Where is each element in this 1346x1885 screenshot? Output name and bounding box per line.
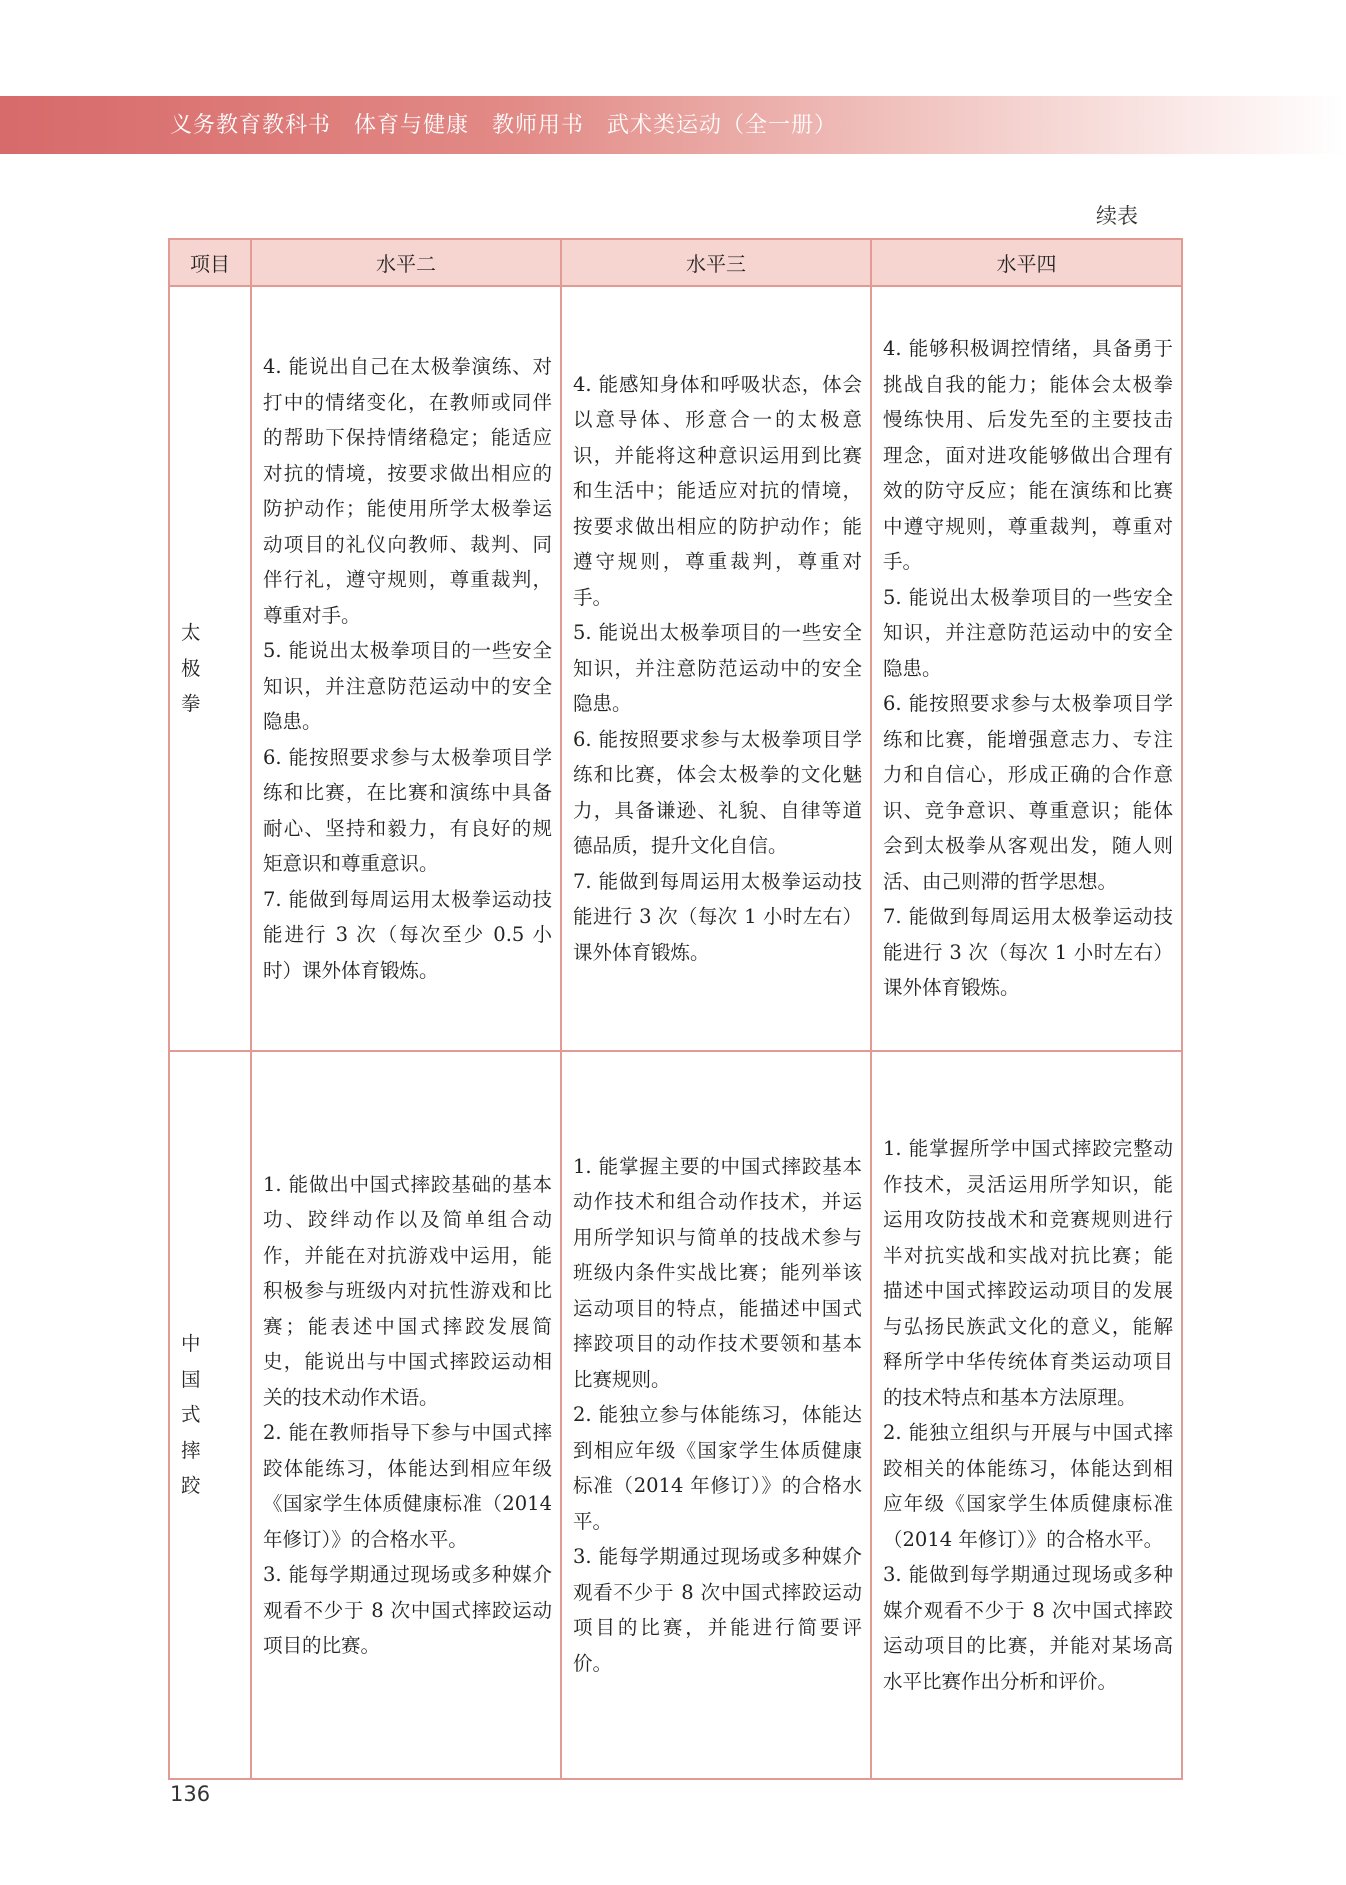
list-item: 3. 能每学期通过现场或多种媒介观看不少于 8 次中国式摔跤运动项目的比赛，并能进行简要评价。	[573, 1545, 862, 1675]
level4-cell	[871, 1051, 1182, 1779]
project-name: 中国式摔跤	[181, 1332, 201, 1498]
list-item: 6. 能按照要求参与太极拳项目学练和比赛，体会太极拳的文化魅力，具备谦逊、礼貌、自律等道德品质，提升文化自信。	[573, 727, 862, 858]
continued-label: 续表	[1096, 204, 1138, 228]
table-row	[169, 286, 1182, 1051]
level3-cell	[561, 1051, 871, 1779]
level4-cell	[871, 286, 1182, 1051]
list-item: 2. 能独立组织与开展与中国式摔跤相关的体能练习，体能达到相应年级《国家学生体质健康标准（2014 年修订）》的合格水平。	[883, 1421, 1173, 1551]
level3-cell	[561, 286, 871, 1051]
project-name: 太极拳	[181, 621, 201, 716]
table-row	[169, 1051, 1182, 1779]
project-cell	[169, 1051, 251, 1779]
list-item: 4. 能感知身体和呼吸状态，体会以意导体、形意合一的太极意识，并能将这种意识运用到比赛和生活中；能适应对抗的情境，按要求做出相应的防护动作；能遵守规则，尊重裁判，尊重对手。	[573, 372, 862, 609]
book-title: 义务教育教科书 体育与健康 教师用书 武术类运动（全一册）	[170, 113, 838, 138]
list-item: 4. 能说出自己在太极拳演练、对打中的情绪变化，在教师或同伴的帮助下保持情绪稳定；能适应对抗的情境，按要求做出相应的防护动作；能使用所学太极拳运动项目的礼仪向教师、裁判、同伴行礼，遵守规则，尊重裁判，尊重对手。	[263, 355, 552, 627]
column-header-level2: 水平二	[251, 239, 561, 286]
column-header-level4: 水平四	[871, 239, 1182, 286]
project-cell	[169, 286, 251, 1051]
list-item: 1. 能做出中国式摔跤基础的基本功、跤绊动作以及简单组合动作，并能在对抗游戏中运用，能积极参与班级内对抗性游戏和比赛；能表述中国式摔跤发展简史，能说出与中国式摔跤运动相关的技术动作术语。	[263, 1172, 552, 1409]
list-item: 5. 能说出太极拳项目的一些安全知识，并注意防范运动中的安全隐患。	[573, 621, 862, 716]
list-item: 5. 能说出太极拳项目的一些安全知识，并注意防范运动中的安全隐患。	[263, 639, 552, 733]
table-header-row	[169, 239, 1182, 286]
standards-table	[168, 238, 1183, 1780]
list-item: 2. 能在教师指导下参与中国式摔跤体能练习，体能达到相应年级《国家学生体质健康标准（2014 年修订）》的合格水平。	[263, 1421, 552, 1551]
list-item: 6. 能按照要求参与太极拳项目学练和比赛，能增强意志力、专注力和自信心，形成正确的合作意识、竞争意识、尊重意识；能体会到太极拳从客观出发，随人则活、由己则滞的哲学思想。	[883, 692, 1173, 893]
column-header-level3: 水平三	[561, 239, 871, 286]
list-item: 6. 能按照要求参与太极拳项目学练和比赛，在比赛和演练中具备耐心、坚持和毅力，有良好的规矩意识和尊重意识。	[263, 745, 552, 875]
level2-cell	[251, 1051, 561, 1779]
column-header-project: 项目	[169, 239, 251, 286]
list-item: 7. 能做到每周运用太极拳运动技能进行 3 次（每次 1 小时左右）课外体育锻炼。	[883, 905, 1173, 1000]
page-number: 136	[170, 1782, 211, 1806]
list-item: 5. 能说出太极拳项目的一些安全知识，并注意防范运动中的安全隐患。	[883, 585, 1173, 680]
list-item: 2. 能独立参与体能练习，体能达到相应年级《国家学生体质健康标准（2014 年修订）》的合格水平。	[573, 1403, 862, 1533]
list-item: 1. 能掌握所学中国式摔跤完整动作技术，灵活运用所学知识，能运用攻防技战术和竞赛规则进行半对抗实战和实战对抗比赛；能描述中国式摔跤运动项目的发展与弘扬民族武文化的意义，能解释所学中华传统体育类运动项目的技术特点和基本方法原理。	[883, 1137, 1173, 1409]
list-item: 4. 能够积极调控情绪，具备勇于挑战自我的能力；能体会太极拳慢练快用、后发先至的主要技击理念，面对进攻能够做出合理有效的防守反应；能在演练和比赛中遵守规则，尊重裁判，尊重对手。	[883, 337, 1173, 574]
list-item: 3. 能每学期通过现场或多种媒介观看不少于 8 次中国式摔跤运动项目的比赛。	[263, 1563, 552, 1657]
level2-cell	[251, 286, 561, 1051]
list-item: 3. 能做到每学期通过现场或多种媒介观看不少于 8 次中国式摔跤运动项目的比赛，并能对某场高水平比赛作出分析和评价。	[883, 1563, 1173, 1693]
list-item: 1. 能掌握主要的中国式摔跤基本动作技术和组合动作技术，并运用所学知识与简单的技战术参与班级内条件实战比赛；能列举该运动项目的特点，能描述中国式摔跤项目的动作技术要领和基本比赛规则。	[573, 1154, 862, 1391]
list-item: 7. 能做到每周运用太极拳运动技能进行 3 次（每次 1 小时左右）课外体育锻炼。	[573, 869, 862, 964]
list-item: 7. 能做到每周运用太极拳运动技能进行 3 次（每次至少 0.5 小时）课外体育锻炼。	[263, 887, 552, 982]
